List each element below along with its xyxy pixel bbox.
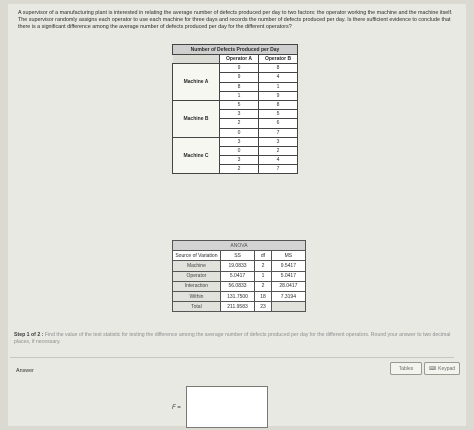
- anova-source-cell: Within: [173, 291, 221, 301]
- anova-df-cell: 2: [255, 261, 272, 271]
- table-cell: 4: [259, 73, 298, 82]
- table-row: [173, 137, 298, 146]
- problem-statement: A supervisor of a manufacturing plant is interested in relating the average number of defects produced per day to two factors: the operator working the machine and the machine itself. The supervisor randomly assigns each operator to use each machine for three days and records the number of defects produced per day. Is there sufficient evidence to conclude that there is a significant difference among the average number of defects produced per day for the different operators?: [18, 10, 453, 30]
- anova-source-cell: Interaction: [173, 281, 221, 291]
- anova-header-ms: MS: [271, 251, 305, 261]
- operator-b-header: Operator B: [259, 55, 298, 64]
- anova-header-source: Source of Variation: [173, 251, 221, 261]
- anova-ms-cell: 9.5417: [271, 261, 305, 271]
- table-cell: 4: [259, 156, 298, 165]
- table-cell: 8: [259, 64, 298, 73]
- step-label: Step 1 of 2 :: [14, 332, 44, 338]
- table-cell: 5: [259, 110, 298, 119]
- defects-table: [172, 44, 298, 174]
- table-row: [173, 302, 306, 312]
- keypad-button[interactable]: [424, 362, 460, 375]
- anova-df-cell: 18: [255, 291, 272, 301]
- table-cell: 8: [220, 82, 259, 91]
- anova-ms-cell: 7.3194: [271, 291, 305, 301]
- anova-ms-cell: [271, 302, 305, 312]
- machine-c-label: Machine C: [173, 137, 220, 174]
- table-cell: 2: [259, 146, 298, 155]
- anova-table: [172, 240, 306, 312]
- anova-df-cell: 23: [255, 302, 272, 312]
- anova-ss-cell: 5.0417: [220, 271, 254, 281]
- anova-df-cell: 1: [255, 271, 272, 281]
- table-cell: 0: [220, 146, 259, 155]
- anova-ms-cell: 28.0417: [271, 281, 305, 291]
- anova-header-ss: SS: [220, 251, 254, 261]
- answer-input[interactable]: [186, 386, 268, 428]
- table-cell: 3: [220, 110, 259, 119]
- machine-b-label: Machine B: [173, 100, 220, 137]
- operator-a-header: Operator A: [220, 55, 259, 64]
- table-cell: 9: [220, 73, 259, 82]
- table-cell: 3: [220, 156, 259, 165]
- anova-ss-cell: 211.9583: [220, 302, 254, 312]
- table-row: [173, 261, 306, 271]
- table-cell: 0: [220, 128, 259, 137]
- anova-source-cell: Machine: [173, 261, 221, 271]
- table-cell: 9: [220, 64, 259, 73]
- anova-caption: ANOVA: [173, 241, 306, 251]
- tables-button[interactable]: [390, 362, 422, 375]
- anova-ss-cell: 56.0833: [220, 281, 254, 291]
- table-cell: 8: [259, 100, 298, 109]
- anova-ms-cell: 5.0417: [271, 271, 305, 281]
- anova-ss-cell: 131.7500: [220, 291, 254, 301]
- anova-header-df: df: [255, 251, 272, 261]
- step-text: Find the value of the test statistic for testing the difference among the average number of defects produced per day for the different operators. Round your answer to two decimal places, if necessary.: [14, 332, 451, 345]
- machine-a-label: Machine A: [173, 64, 220, 101]
- defects-table-title: Number of Defects Produced per Day: [173, 45, 298, 55]
- f-statistic-label: F =: [172, 405, 181, 411]
- table-cell: 6: [259, 119, 298, 128]
- tables-button-label: Tables: [398, 365, 414, 372]
- table-cell: 1: [259, 82, 298, 91]
- divider: [10, 357, 454, 358]
- anova-source-cell: Operator: [173, 271, 221, 281]
- table-row: [173, 281, 306, 291]
- step-instructions: [14, 332, 454, 346]
- table-cell: 3: [259, 137, 298, 146]
- anova-df-cell: 2: [255, 281, 272, 291]
- anova-ss-cell: 19.0833: [220, 261, 254, 271]
- answer-bar: [10, 360, 454, 380]
- table-cell: 1: [220, 91, 259, 100]
- table-row: [173, 100, 298, 109]
- table-cell: 2: [220, 165, 259, 174]
- keypad-button-label: Keypad: [438, 365, 456, 372]
- anova-source-cell: Total: [173, 302, 221, 312]
- answer-label: Answer: [16, 368, 34, 374]
- keyboard-icon: ⌨: [428, 365, 437, 372]
- table-cell: 7: [259, 128, 298, 137]
- table-row: [173, 271, 306, 281]
- corner-cell: [173, 55, 220, 64]
- table-cell: 5: [220, 100, 259, 109]
- table-row: [173, 64, 298, 73]
- table-cell: 2: [220, 119, 259, 128]
- table-row: [173, 291, 306, 301]
- table-cell: 7: [259, 165, 298, 174]
- table-cell: 9: [259, 91, 298, 100]
- table-cell: 3: [220, 137, 259, 146]
